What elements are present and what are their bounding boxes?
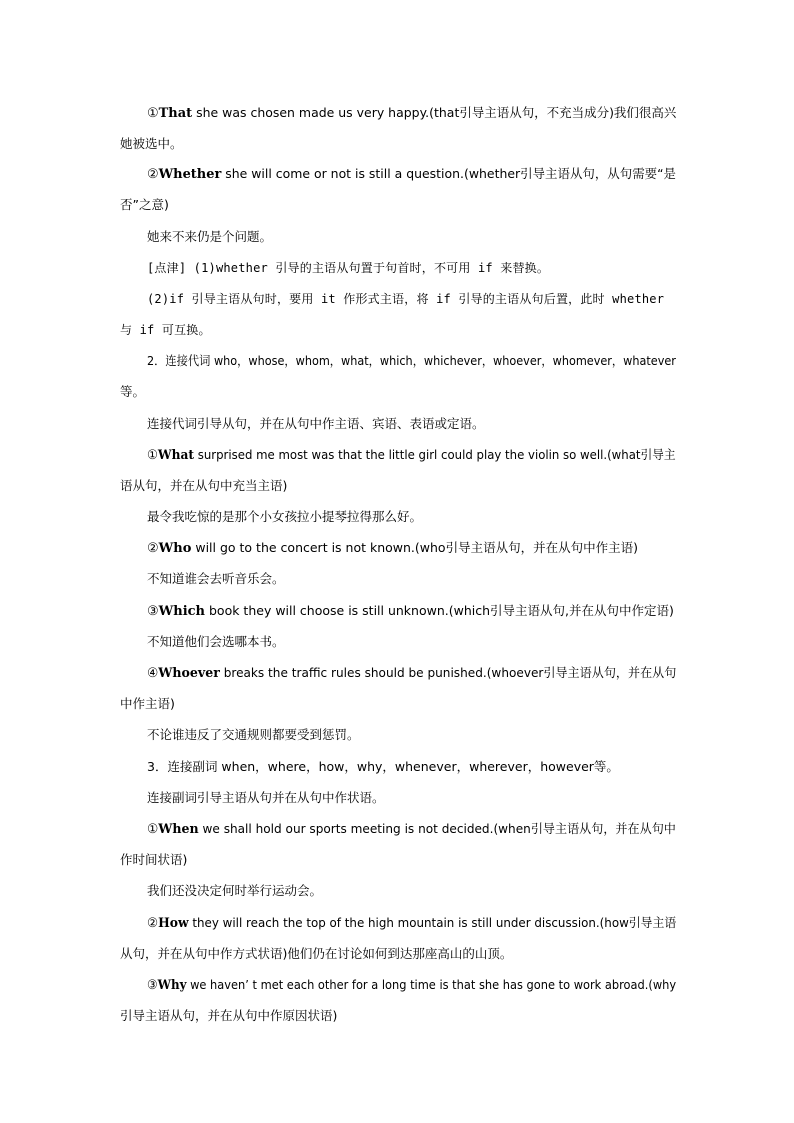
item-marker: ② — [147, 167, 159, 182]
keyword: That — [158, 106, 193, 121]
text-line: 她来不来仍是个问题。 — [147, 229, 273, 244]
keyword: What — [157, 448, 195, 463]
line-text: book they will choose is still unknown.(which引导主语从句,并在从句中作定语) — [205, 603, 674, 618]
line-text: they will reach the top of the high mountain is still under discussion.(how引导主语 — [188, 915, 677, 930]
section-heading: 2．连接代词 who，whose，whom，what，which，whichever，whoever，whomever，whatever — [147, 353, 676, 368]
text-line: 连接代词引导从句，并在从句中作主语、宾语、表语或定语。 — [147, 416, 485, 431]
text-line — [147, 976, 676, 995]
item-marker: ② — [147, 916, 159, 931]
text-line: 语从句，并在从句中充当主语) — [120, 478, 288, 493]
item-marker: ① — [147, 822, 159, 837]
keyword: Why — [157, 978, 187, 993]
keyword: How — [158, 916, 189, 931]
item-marker: ④ — [147, 666, 159, 681]
text-line — [147, 664, 676, 683]
text-line: 她被选中。 — [120, 136, 183, 151]
text-line — [147, 602, 674, 621]
text-line — [147, 446, 676, 465]
line-text: breaks the traffic rules should be punished.(whoever引导主语从句，并在从句 — [219, 665, 677, 680]
item-marker: ② — [147, 541, 159, 556]
item-marker: ① — [147, 106, 159, 121]
line-text: she will come or not is still a question.(whether引导主语从句，从句需要“是 — [221, 166, 677, 181]
keyword: Whether — [158, 167, 222, 182]
text-line: 不论谁违反了交通规则都要受到惩罚。 — [147, 727, 360, 742]
item-marker: ① — [147, 448, 158, 463]
text-line: 连接副词引导主语从句并在从句中作状语。 — [147, 790, 385, 805]
text-line — [147, 104, 676, 123]
text-line — [147, 539, 638, 558]
line-text: we haven’ t met each other for a long time is that she has gone to work abroad.(why — [186, 977, 677, 992]
text-line: 不知道他们会选哪本书。 — [147, 634, 285, 649]
item-marker: ③ — [147, 604, 159, 619]
text-line: 我们还没决定何时举行运动会。 — [147, 883, 323, 898]
keyword: Who — [158, 541, 192, 556]
line-text: she was chosen made us very happy.(that引导主语从句，不充当成分)我们很高兴 — [192, 105, 677, 120]
text-line: 引导主语从句，并在从句中作原因状语) — [120, 1008, 338, 1023]
line-text: will go to the concert is not known.(who引导主语从句，并在从句中作主语) — [191, 540, 638, 555]
text-line — [147, 165, 676, 184]
text-line: 中作主语) — [120, 696, 175, 711]
text-line: 等。 — [120, 384, 146, 399]
keyword: When — [158, 822, 199, 837]
tip-line: (2)if 引导主语从句时，要用 it 作形式主语，将 if 引导的主语从句后置，此时 whether — [147, 292, 665, 306]
text-line: 不知道谁会去听音乐会。 — [147, 571, 285, 586]
item-marker: ③ — [147, 978, 158, 993]
text-line — [147, 914, 676, 933]
text-line: 从句，并在从句中作方式状语)他们仍在讨论如何到达那座高山的山顶。 — [120, 946, 513, 961]
text-line: 否”之意) — [120, 197, 169, 212]
tip-line: 与 if 可互换。 — [120, 323, 211, 337]
text-line — [147, 820, 676, 839]
line-text: we shall hold our sports meeting is not decided.(when引导主语从句，并在从句中 — [198, 821, 676, 836]
keyword: Which — [158, 604, 206, 619]
line-text: surprised me most was that the little girl could play the violin so well.(what引导主 — [194, 447, 676, 462]
text-line: 作时间状语) — [120, 852, 188, 867]
text-line: 最令我吃惊的是那个小女孩拉小提琴拉得那么好。 — [147, 509, 423, 524]
tip-line: [点津] (1)whether 引导的主语从句置于句首时，不可用 if 来替换。 — [147, 261, 550, 275]
keyword: Whoever — [158, 666, 220, 681]
section-heading: 3．连接副词 when，where，how，why，whenever，wherever，however等。 — [147, 759, 619, 774]
